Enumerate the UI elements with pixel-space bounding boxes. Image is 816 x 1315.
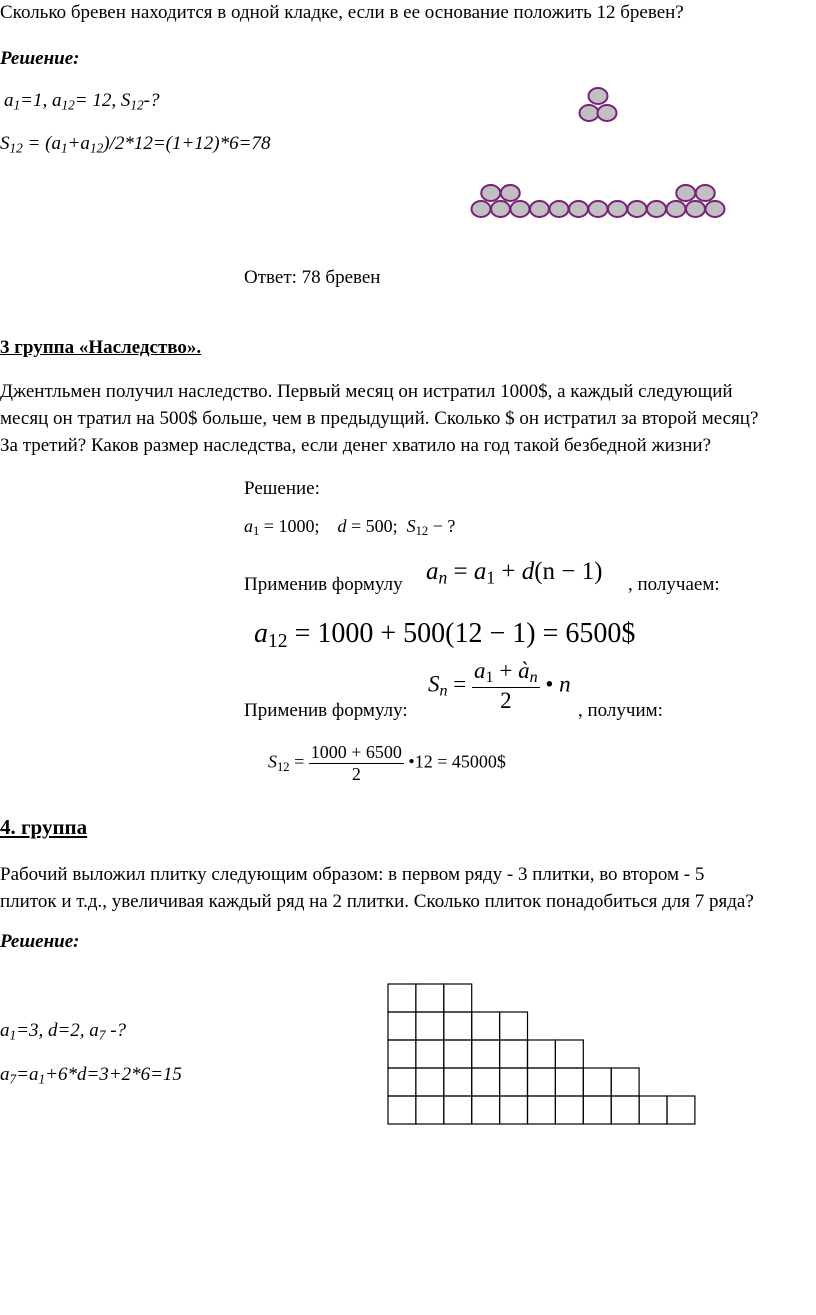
tile bbox=[416, 984, 444, 1012]
a7-formula: $a_7=a_1+6*d=3+2*6=15$ bbox=[0, 1064, 182, 1087]
tile bbox=[444, 1096, 472, 1124]
solution-label-3: Решение: bbox=[244, 478, 320, 499]
tile bbox=[528, 1040, 556, 1068]
nth-term-formula: $a_n = a_1 + d(n - 1)$ bbox=[426, 558, 603, 588]
tile bbox=[472, 1068, 500, 1096]
solution-label: Решение: bbox=[0, 48, 80, 69]
tile bbox=[444, 1068, 472, 1096]
tile bbox=[528, 1096, 556, 1124]
tiles-problem-text: Рабочий выложил плитку следующим образом: в первом ряду - 3 плитки, во втором - 5 плиток и т.д., увеличивая каждый ряд на 2 плитки. Сколько плиток понадобиться для 7 ряда? bbox=[0, 864, 754, 912]
tile bbox=[472, 1040, 500, 1068]
tile bbox=[555, 1068, 583, 1096]
tile bbox=[667, 1096, 695, 1124]
answer-text: Ответ: 78 бревен bbox=[244, 267, 381, 288]
tile bbox=[611, 1096, 639, 1124]
inheritance-problem-text: Джентльмен получил наследство. Первый месяц он истратил 1000$, а каждый следующий месяц он тратил на 500$ больше, чем в предыдущий. Сколько $ он истратил за второй месяц? За третий? Каков размер наследства, если денег хватило на год такой безбедной жизни? bbox=[0, 381, 759, 456]
tile bbox=[472, 1012, 500, 1040]
sum-formula-general: $S_n$ = $\frac{a_1 + à_n}{2}$ • n bbox=[428, 658, 571, 714]
given-values: $a_1=1$, $a_{12}= 12$, $S_{12}-$? bbox=[4, 90, 160, 113]
tile bbox=[528, 1068, 556, 1096]
tile bbox=[500, 1096, 528, 1124]
tile bbox=[416, 1012, 444, 1040]
problem-question: Сколько бревен находится в одной кладке, если в ее основание положить 12 бревен? bbox=[0, 2, 684, 23]
tile bbox=[472, 1096, 500, 1124]
apply-formula-suffix-2: , получим: bbox=[578, 700, 663, 721]
s12-result: $S_{12}$ = $\frac{1000 + 6500}{2}$ •12 = 45000$ bbox=[268, 742, 506, 784]
given-values-4: $a_1=3$, d=2, $a_7$ -? bbox=[0, 1020, 127, 1043]
given-values-3: $a_1 = 1000$; d = 500; $S_{12}$ − ? bbox=[244, 516, 456, 539]
tile bbox=[388, 1096, 416, 1124]
tile bbox=[555, 1040, 583, 1068]
tile bbox=[500, 1012, 528, 1040]
tile bbox=[444, 984, 472, 1012]
section-title-group4: 4. группа bbox=[0, 815, 88, 839]
tile bbox=[583, 1068, 611, 1096]
tile bbox=[416, 1096, 444, 1124]
tile bbox=[444, 1012, 472, 1040]
tile bbox=[388, 1068, 416, 1096]
tile bbox=[500, 1040, 528, 1068]
tile bbox=[388, 984, 416, 1012]
apply-formula-label-1: Применив формулу bbox=[244, 574, 403, 595]
tile bbox=[555, 1096, 583, 1124]
tile bbox=[611, 1068, 639, 1096]
apply-formula-suffix-1: , получаем: bbox=[628, 574, 720, 595]
tile bbox=[444, 1040, 472, 1068]
tile bbox=[388, 1012, 416, 1040]
tile bbox=[416, 1068, 444, 1096]
tile bbox=[639, 1096, 667, 1124]
a12-result: $a_{12} = 1000 + 500(12 - 1)$ = 6500$ bbox=[254, 618, 636, 652]
tile bbox=[583, 1096, 611, 1124]
tile bbox=[500, 1068, 528, 1096]
tile bbox=[416, 1040, 444, 1068]
apply-formula-label-2: Применив формулу: bbox=[244, 700, 408, 721]
section-title-inheritance: 3 группа «Наследство». bbox=[0, 337, 202, 358]
tile bbox=[388, 1040, 416, 1068]
sum-formula: $S_{12} = (a_1+a_{12})/2*12=(1+12)*6=78$ bbox=[0, 133, 271, 156]
solution-label-4: Решение: bbox=[0, 931, 80, 952]
